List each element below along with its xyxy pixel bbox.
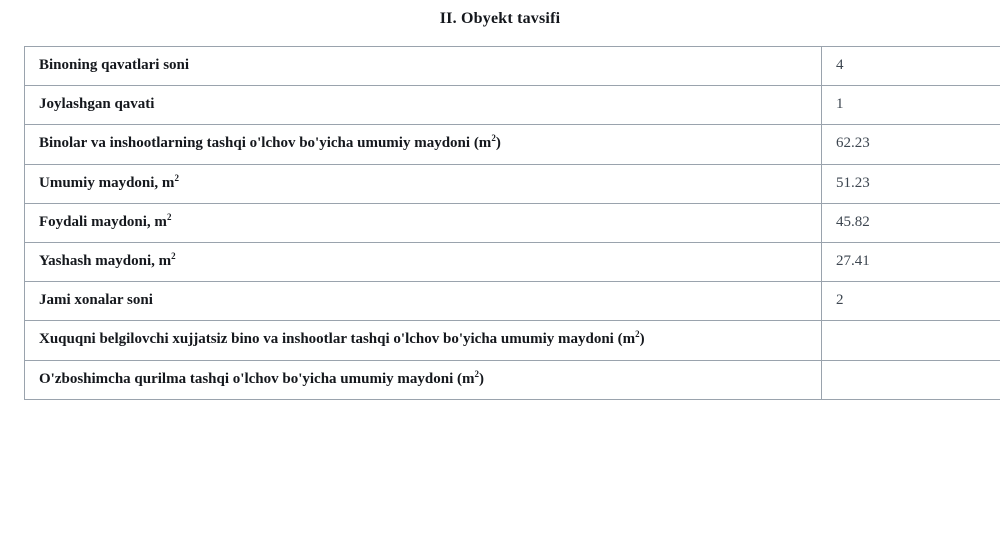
row-value-cell: 62.23 [822, 125, 1000, 164]
row-label-text: Umumiy maydoni, m [39, 174, 175, 191]
row-label-text: Joylashgan qavati [39, 96, 155, 113]
table-row [25, 282, 1000, 321]
row-label-cell [25, 164, 822, 203]
row-label-cell [25, 203, 822, 242]
row-label-cell [25, 47, 822, 86]
row-label-tail: ) [495, 135, 501, 152]
table-row [25, 242, 1000, 281]
table-row [25, 47, 1000, 86]
row-label-cell [25, 242, 822, 281]
row-value-cell [822, 360, 1000, 399]
row-value-cell [822, 321, 1000, 360]
row-label-text: Jami xonalar soni [39, 292, 153, 309]
row-value-cell: 2 [822, 282, 1000, 321]
row-label-superscript: 2 [635, 329, 640, 340]
row-label-text: Binolar va inshootlarning tashqi o'lchov bo'yicha umumiy maydoni (m [39, 135, 492, 152]
row-label-cell [25, 86, 822, 125]
row-label-text: Binoning qavatlari soni [39, 57, 190, 73]
row-label-superscript: 2 [171, 250, 176, 261]
row-value-cell: 45.82 [822, 203, 1000, 242]
row-label-text: Xuquqni belgilovchi xujjatsiz bino va inshootlar tashqi o'lchov bo'yicha umumiy maydoni (m [39, 331, 636, 348]
row-label-cell [25, 125, 822, 164]
row-label-text: Yashash maydoni, m [39, 252, 172, 269]
row-label-superscript: 2 [166, 211, 172, 222]
row-label-superscript: 2 [474, 368, 479, 379]
page-title: II. Obyekt tavsifi [439, 10, 561, 27]
row-label-superscript: 2 [491, 133, 496, 144]
row-label-text: Foydali maydoni, m [39, 213, 167, 230]
row-value-cell: 51.23 [822, 164, 1000, 203]
row-label-tail: ) [639, 331, 645, 348]
row-value-cell: 27.41 [822, 242, 1000, 281]
row-label-tail: ) [478, 370, 484, 387]
row-label-superscript: 2 [174, 172, 179, 183]
row-label-cell [25, 321, 822, 360]
table-row [25, 164, 1000, 203]
object-description-table-wrapper [24, 46, 1000, 400]
table-row [25, 321, 1000, 360]
table-row [25, 360, 1000, 399]
row-value-cell: 4 [822, 47, 1000, 86]
row-label-text: O'zboshimcha qurilma tashqi o'lchov bo'yicha umumiy maydoni (m [39, 370, 475, 387]
object-description-table [24, 46, 1000, 400]
table-row [25, 203, 1000, 242]
table-row [25, 125, 1000, 164]
row-label-cell [25, 282, 822, 321]
row-label-cell [25, 360, 822, 399]
row-value-cell: 1 [822, 86, 1000, 125]
table-row [25, 86, 1000, 125]
